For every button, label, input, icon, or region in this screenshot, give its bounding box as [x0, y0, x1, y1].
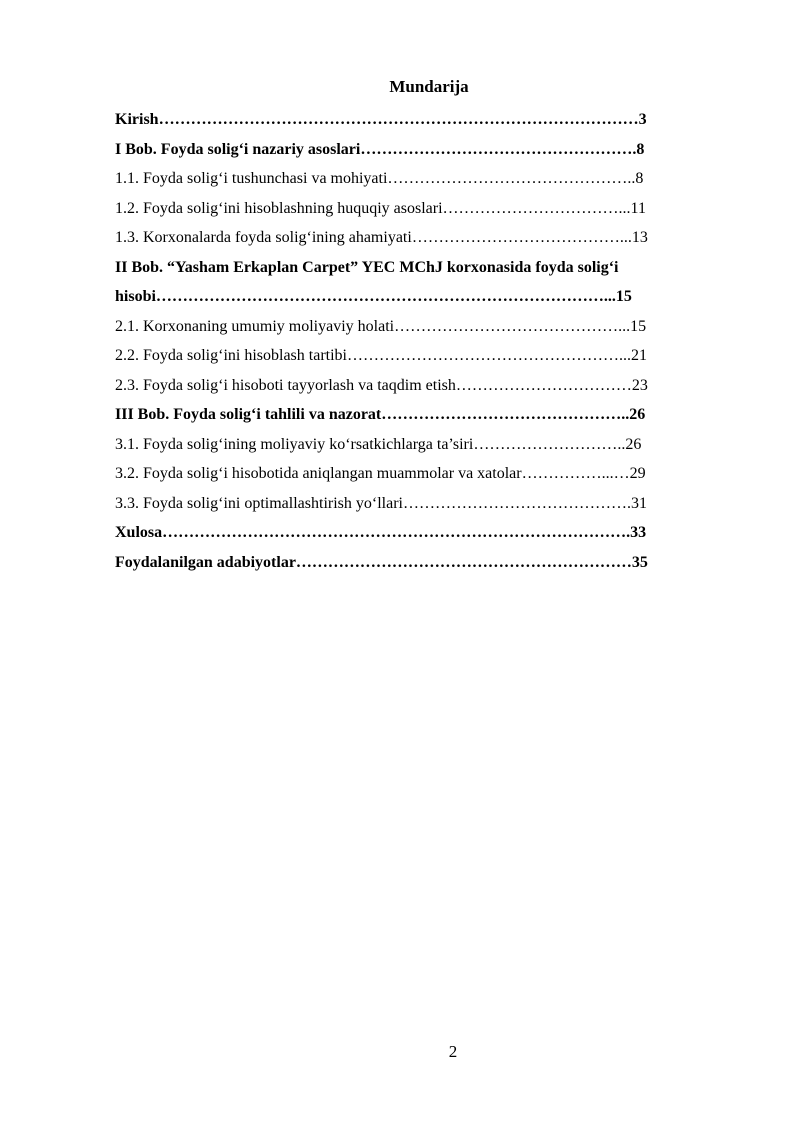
toc-entry-chapter-1: I Bob. Foyda solig‘i nazariy asoslari…………………………………………….8 [115, 140, 645, 158]
page-title: Mundarija [389, 77, 469, 96]
toc-entry-section-2-1: 2.1. Korxonaning umumiy moliyaviy holati……………………………………...15 [115, 317, 647, 335]
toc-entry-section-1-3: 1.3. Korxonalarda foyda solig‘ining ahamiyati…………………………………...13 [115, 229, 648, 246]
toc-entry-chapter-2-line-2: hisobi…………………………………………………………………………...15 [115, 288, 632, 305]
toc-entry-introduction: Kirish………………………………………………………………………………3 [115, 111, 647, 128]
toc-entry-section-3-1: 3.1. Foyda solig‘ining moliyaviy ko‘rsatkichlarga ta’siri………………………..26 [115, 435, 642, 453]
toc-entry-section-2-2: 2.2. Foyda solig‘ini hisoblash tartibi……………………………………………...21 [115, 347, 647, 364]
toc-entry-section-3-2: 3.2. Foyda solig‘i hisobotida aniqlangan muammolar va xatolar……………...…29 [115, 465, 646, 482]
toc-entry-section-3-3: 3.3. Foyda solig‘ini optimallashtirish yo‘llari…………………………………….31 [115, 494, 647, 512]
toc-entry-chapter-2-line-1: II Bob. “Yasham Erkaplan Carpet” YEC MChJ korxonasida foyda solig‘i [115, 258, 619, 276]
toc-entry-conclusion: Xulosa…………………………………………………………………………….33 [115, 524, 647, 541]
toc-entry-references: Foydalanilgan adabiyotlar………………………………………………………35 [115, 553, 648, 571]
toc-entry-chapter-3: III Bob. Foyda solig‘i tahlili va nazorat………………………………………..26 [115, 406, 646, 423]
toc-entry-section-1-1: 1.1. Foyda solig‘i tushunchasi va mohiyati………………………………………..8 [115, 170, 644, 187]
toc-entry-section-1-2: 1.2. Foyda solig‘ini hisoblashning huquqiy asoslari……………………………...11 [115, 199, 646, 217]
page-number: 2 [448, 1042, 458, 1061]
toc-entry-section-2-3: 2.3. Foyda solig‘i hisoboti tayyorlash va taqdim etish……………………………23 [115, 376, 648, 394]
table-of-contents [115, 109, 741, 581]
